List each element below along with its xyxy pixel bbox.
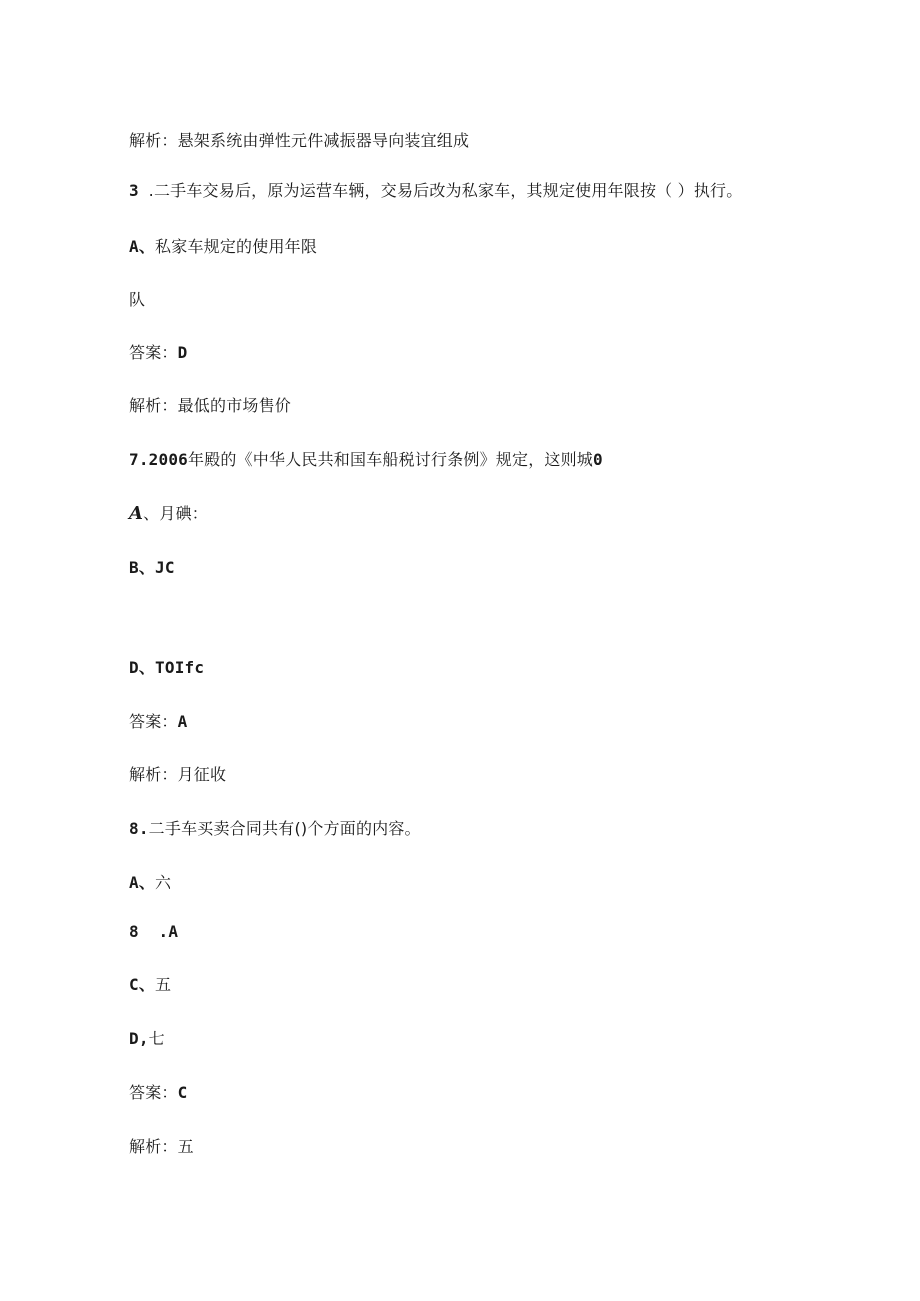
question-3 (129, 181, 742, 201)
option-label: D、TOIfc (129, 658, 205, 677)
option-text: 七 (148, 1029, 165, 1048)
option-text: 、月碘： (143, 504, 208, 523)
option-b-q8 (129, 922, 178, 942)
question-text: .二手车交易后，原为运营车辆，交易后改为私家车，其规定使用年限按（ ）执行。 (148, 181, 743, 200)
question-text: 年殿的《中华人民共和国车船税讨行条例》规定，这则城 (188, 450, 594, 469)
option-a-q3 (129, 237, 317, 257)
option-label: 8 .A (129, 922, 179, 941)
answer-label: 答案： (129, 1083, 178, 1102)
answer-q7 (129, 712, 187, 732)
question-number: 3 (129, 181, 149, 200)
analysis-q3 (129, 396, 291, 416)
option-label: A、 (129, 237, 156, 256)
option-a-q7 (129, 504, 208, 524)
question-8 (129, 819, 421, 839)
option-label: C、 (129, 975, 156, 994)
option-text: 五 (155, 975, 172, 994)
option-label: A、 (129, 873, 156, 892)
analysis-q7 (129, 765, 226, 785)
line-text: 解析：月征收 (129, 765, 227, 784)
line-text: 解析：最低的市场售价 (129, 396, 292, 415)
question-number: 7.2006 (129, 450, 188, 469)
option-label: D, (129, 1029, 149, 1048)
question-tail: 0 (593, 450, 603, 469)
line-text: 解析：五 (129, 1137, 194, 1156)
option-d-q7 (129, 658, 204, 678)
answer-q3 (129, 343, 187, 363)
option-c-q8 (129, 975, 171, 995)
option-a-q8 (129, 873, 171, 893)
answer-value: C (177, 1083, 188, 1102)
answer-value: D (177, 343, 188, 362)
answer-q8 (129, 1083, 187, 1103)
line-text: 队 (129, 290, 146, 309)
option-text: 六 (155, 873, 172, 892)
answer-label: 答案： (129, 343, 178, 362)
question-7 (129, 450, 603, 470)
option-label: A (129, 503, 144, 524)
answer-value: A (177, 712, 188, 731)
option-text: 私家车规定的使用年限 (155, 237, 318, 256)
analysis-line-2 (129, 131, 469, 151)
stray-text (129, 290, 145, 310)
option-d-q8 (129, 1029, 165, 1049)
option-label: B、JC (129, 558, 175, 577)
option-b-q7 (129, 558, 175, 578)
line-text: 解析：悬架系统由弹性元件减振器导向装宜组成 (129, 131, 470, 150)
question-number: 8. (129, 819, 149, 838)
answer-label: 答案： (129, 712, 178, 731)
question-text: 二手车买卖合同共有()个方面的内容。 (148, 819, 421, 838)
analysis-q8 (129, 1137, 194, 1157)
